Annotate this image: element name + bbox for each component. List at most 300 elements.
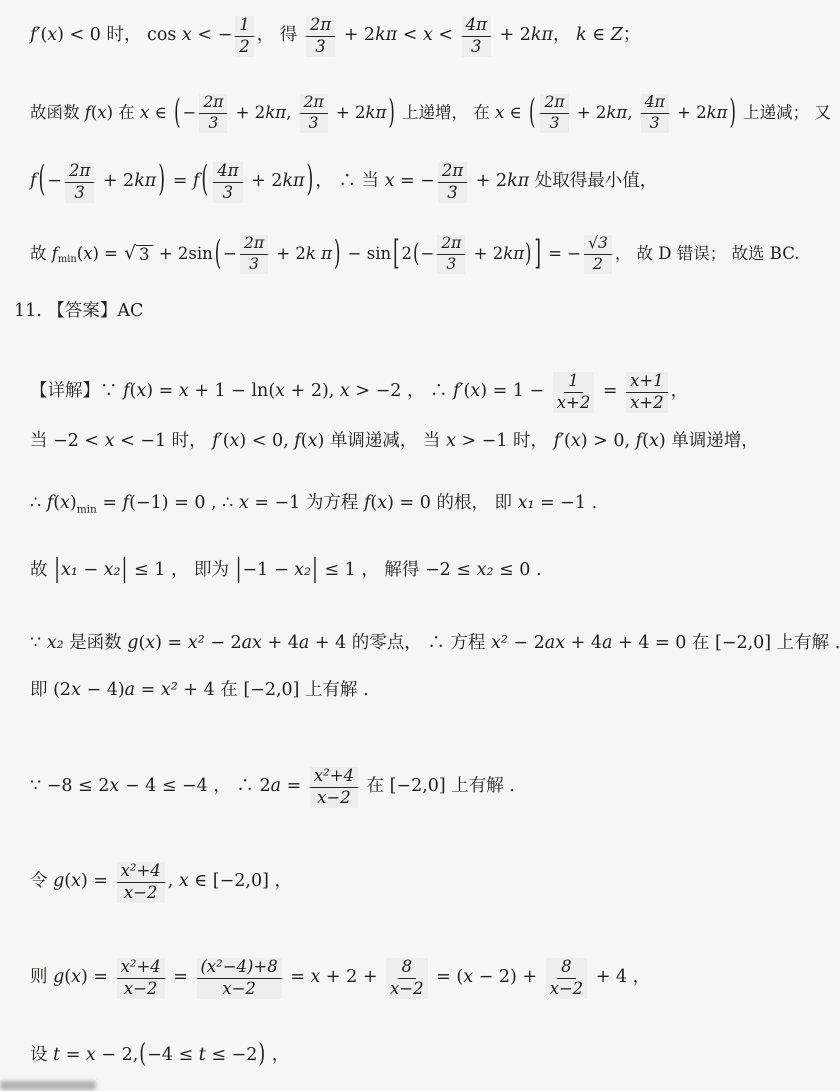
stretchy-bracket: )	[388, 92, 395, 132]
math-run: kπ	[282, 171, 305, 192]
stretchy-bracket: |	[121, 554, 128, 585]
math-run: x	[463, 967, 474, 988]
math-run: x	[47, 25, 58, 46]
stretchy-bracket: (	[201, 159, 209, 201]
fraction-numerator: (x²−4)+8	[197, 958, 282, 979]
text-run: + 4 在 [−2,0] 上有解 .	[177, 680, 369, 700]
math-run: f	[635, 431, 643, 451]
text-run: ∵ −8 ≤ 2	[30, 776, 110, 797]
fraction-denominator: 3	[447, 182, 458, 202]
text-run: = −	[394, 171, 435, 192]
math-run: f′	[212, 431, 223, 451]
text-run: −4 ≤	[147, 1045, 199, 1065]
text-run: ，	[266, 1045, 290, 1065]
fraction	[65, 162, 94, 203]
fraction-numerator: x+1	[626, 372, 668, 393]
math-run: kπ	[507, 171, 530, 192]
radicand: 3	[136, 245, 153, 264]
stretchy-bracket: (	[529, 92, 536, 132]
text-run: =	[60, 1045, 86, 1065]
math-run: t	[198, 1045, 206, 1065]
fraction	[240, 235, 268, 274]
text-run: (	[463, 381, 471, 402]
text-run: 即 (2	[30, 680, 72, 700]
math-line-12	[30, 767, 515, 808]
text-run: = (	[430, 967, 464, 988]
text-run: + 2	[671, 103, 707, 123]
text-run: − 4)	[80, 680, 125, 700]
fraction-numerator: 1	[235, 16, 253, 37]
text-run: −	[182, 103, 197, 123]
math-line-4	[30, 235, 799, 274]
text-run: ≤ −2	[205, 1045, 258, 1065]
fraction	[584, 235, 612, 274]
text-run: 在 [−2,0] 上有解 .	[360, 776, 515, 797]
stretchy-bracket: )	[306, 159, 314, 201]
fraction-denominator: 3	[308, 113, 319, 132]
text-run: ， ∴ 当	[315, 171, 385, 192]
text-run: + 2	[338, 25, 376, 46]
math-run: x	[310, 967, 321, 988]
text-run: < −1 时，	[114, 431, 213, 451]
fraction-numerator: 8	[398, 958, 416, 979]
text-run: (	[64, 871, 72, 892]
math-run: k π	[305, 244, 332, 264]
text-run: + 2	[493, 25, 531, 46]
math-run: x	[446, 431, 456, 451]
math-run: x	[83, 244, 93, 264]
text-run: 则	[30, 967, 54, 988]
fraction	[540, 94, 568, 133]
text-run: ；	[622, 25, 641, 46]
text-run: ) =	[80, 967, 114, 988]
math-run: x	[60, 493, 70, 513]
math-run: x	[71, 967, 81, 988]
text-run: − 2) +	[473, 967, 543, 988]
text-run: > −1 时，	[455, 431, 554, 451]
math-run: kπ	[503, 244, 525, 264]
fraction-denominator: 3	[446, 254, 457, 273]
text-run: ,	[286, 103, 297, 123]
text-run: + 1 − ln(	[188, 381, 276, 402]
text-run: + 2	[468, 244, 504, 264]
stretchy-bracket: )	[333, 233, 341, 273]
math-line-6	[30, 372, 688, 413]
math-run: f′	[30, 25, 41, 46]
math-run: x₁ − x₂	[60, 560, 121, 580]
math-run: ax	[544, 633, 566, 653]
text-run: + 4 = 0 在 [−2,0] 上有解 .	[612, 633, 840, 653]
math-run: x	[71, 680, 81, 700]
text-run: (	[300, 431, 308, 451]
math-run: x	[145, 633, 156, 653]
text-run: ) < 0,	[239, 431, 295, 451]
math-run: f	[30, 171, 37, 192]
fraction-denominator: 3	[471, 36, 482, 56]
stretchy-bracket: )	[729, 92, 736, 132]
text-run: (	[90, 103, 98, 123]
math-run: x	[181, 25, 192, 46]
fraction-numerator: 2π	[240, 235, 268, 255]
text-run: − sin	[342, 244, 392, 264]
fraction	[626, 372, 668, 413]
math-run: kπ	[365, 103, 387, 123]
fraction	[386, 958, 428, 999]
math-run: x	[140, 103, 150, 123]
text-run: ,	[627, 103, 638, 123]
math-run: f	[84, 103, 91, 123]
fraction-numerator: x²+4	[117, 958, 165, 979]
text-run: (	[222, 431, 230, 451]
text-run: (	[40, 25, 48, 46]
text-run: 上递减； 又	[737, 103, 831, 123]
text-run: 当 −2 <	[30, 431, 105, 451]
fraction-numerator: 2π	[540, 94, 568, 114]
text-run: = −1 .	[534, 493, 598, 513]
fraction-numerator: 2π	[300, 94, 328, 114]
stretchy-bracket: |	[311, 554, 318, 585]
fraction	[197, 958, 282, 999]
math-run: x	[339, 381, 350, 402]
math-run: x	[85, 1045, 96, 1065]
text-run: 上递增， 在	[396, 103, 495, 123]
fraction-denominator: 3	[549, 113, 560, 132]
text-run: (	[138, 633, 146, 653]
stretchy-bracket: |	[54, 554, 60, 585]
fraction-denominator: x−2	[123, 978, 158, 998]
math-run: x	[71, 871, 81, 892]
math-run: x²	[187, 633, 205, 653]
stretchy-bracket: )	[158, 159, 166, 201]
math-run: x	[422, 25, 433, 46]
text-run: ， 故 D 错误； 故选 BC.	[614, 244, 800, 264]
text-run: ∈	[586, 25, 611, 46]
text-run: ，	[670, 381, 689, 402]
fraction-denominator: 3	[649, 113, 660, 132]
math-run: k	[576, 25, 587, 46]
fraction	[306, 16, 335, 57]
text-run: + 2	[330, 103, 366, 123]
stretchy-bracket: (	[413, 238, 420, 268]
math-run: f	[46, 493, 54, 513]
text-run: 11. 【答案】AC	[14, 301, 144, 321]
math-run: x	[136, 381, 147, 402]
fraction-denominator: x−2	[390, 978, 424, 998]
math-run: x	[104, 431, 115, 451]
stretchy-bracket: )	[525, 238, 532, 268]
fraction-denominator: 3	[208, 113, 219, 132]
text-run: + 2),	[285, 381, 340, 402]
fraction-denominator: 3	[74, 182, 85, 202]
math-run: x	[109, 776, 120, 797]
math-run: g	[127, 633, 139, 653]
text-run: 处取得最小值，	[529, 171, 658, 192]
math-line-15	[30, 1039, 290, 1070]
stretchy-bracket: (	[139, 1039, 147, 1070]
fraction-denominator: x−2	[317, 787, 351, 807]
text-run: )	[69, 493, 77, 513]
text-run: > −2 ， ∴	[349, 381, 454, 402]
stretchy-bracket: ]	[534, 233, 541, 273]
fraction-numerator: 1	[564, 372, 582, 393]
fraction-numerator: √3	[584, 235, 612, 255]
math-run: a	[602, 633, 613, 653]
text-run: ) 单调递减， 当	[317, 431, 446, 451]
math-run: f′	[453, 381, 464, 402]
math-run: x	[648, 431, 659, 451]
fraction-numerator: 2π	[306, 16, 335, 37]
fraction-numerator: x²+4	[310, 767, 358, 788]
text-run: + 4	[565, 633, 603, 653]
text-run: − 2	[204, 633, 242, 653]
text-run: 2	[401, 244, 413, 264]
text-run: + 2	[470, 171, 508, 192]
text-run: 设	[30, 1045, 54, 1065]
text-run: ) > 0,	[580, 431, 636, 451]
fraction-numerator: 2π	[199, 94, 227, 114]
text-run: ) =	[80, 871, 114, 892]
math-run: x	[97, 103, 107, 123]
math-run: kπ	[375, 25, 398, 46]
text-run: ∈	[149, 103, 173, 123]
text-run: −	[47, 171, 62, 192]
answer-line-11	[14, 301, 143, 323]
text-run: (	[564, 431, 571, 451]
text-run: + 2	[97, 171, 135, 192]
math-run: g	[53, 871, 65, 892]
fraction	[553, 372, 595, 413]
text-run: ， 得	[256, 25, 303, 46]
text-run: + 4 ，	[590, 967, 651, 988]
text-run: =	[597, 381, 624, 402]
math-run: x	[384, 171, 395, 192]
text-run: ) = 1 −	[480, 381, 550, 402]
text-run: 令	[30, 871, 54, 892]
text-run: + 2 +	[320, 967, 384, 988]
text-run: −1 −	[242, 560, 295, 580]
subscript: min	[76, 503, 97, 516]
text-run: −	[420, 244, 435, 264]
text-run: <	[397, 25, 423, 46]
math-line-11	[30, 680, 369, 702]
math-line-9	[30, 554, 542, 585]
fraction-denominator: 3	[315, 36, 326, 56]
fraction-numerator: 2π	[438, 162, 467, 183]
fraction	[199, 94, 227, 133]
text-run: (	[64, 967, 72, 988]
math-run: x	[275, 381, 286, 402]
text-run: < −	[191, 25, 233, 46]
text-run: ) =	[92, 244, 124, 264]
square-root	[124, 242, 152, 264]
fraction	[117, 862, 165, 903]
math-run: x	[570, 431, 581, 451]
fraction-denominator: x−2	[549, 978, 584, 998]
math-run: x²	[490, 633, 508, 653]
text-run: =	[281, 776, 307, 797]
math-run: x₂	[476, 560, 494, 580]
text-run: 是函数	[63, 633, 128, 653]
text-run: =	[96, 493, 123, 513]
math-run: kπ	[530, 25, 553, 46]
text-run: ≤ 0 .	[493, 560, 542, 580]
text-run: + 2sin	[153, 244, 213, 264]
fraction	[117, 958, 165, 999]
math-run: kπ	[134, 171, 157, 192]
math-run: kπ	[706, 103, 728, 123]
text-run: (	[129, 381, 137, 402]
stretchy-bracket: [	[393, 233, 400, 273]
fraction-denominator: x−2	[123, 882, 158, 902]
text-run: 【详解】∵	[30, 381, 124, 402]
radical-sign: √	[124, 242, 137, 264]
fraction-numerator: 2π	[437, 235, 465, 255]
subscript: min	[57, 254, 77, 266]
text-run: ) 在	[106, 103, 141, 123]
stretchy-bracket: |	[235, 554, 242, 585]
math-run: f	[192, 171, 200, 192]
fraction-numerator: 4π	[641, 94, 669, 114]
math-run: a	[270, 776, 282, 797]
text-run: ∴	[30, 493, 47, 513]
text-run: − 4 ≤ −4 ， ∴ 2	[119, 776, 271, 797]
math-line-14	[30, 958, 650, 999]
fraction	[641, 94, 669, 133]
text-run: 故	[30, 560, 54, 580]
fraction	[310, 767, 358, 808]
text-run: =	[135, 680, 161, 700]
math-run: kπ	[265, 103, 287, 123]
math-run: ax	[241, 633, 262, 653]
fraction	[235, 16, 253, 57]
text-run: ∵	[30, 633, 47, 653]
text-run: ) =	[155, 633, 188, 653]
math-line-2	[30, 94, 831, 133]
math-run: f	[123, 381, 130, 402]
text-run: ∈	[504, 103, 528, 123]
fraction-denominator: x−2	[222, 978, 256, 998]
fraction-numerator: 8	[557, 958, 575, 979]
math-run: x	[238, 493, 249, 513]
fraction-denominator: 2	[239, 36, 250, 56]
text-run: + 2	[245, 171, 283, 192]
math-line-3	[30, 159, 658, 203]
fraction-denominator: 2	[593, 254, 603, 273]
math-run: x	[377, 493, 388, 513]
text-run: ) 单调递增，	[658, 431, 759, 451]
fraction-numerator: x²+4	[117, 862, 165, 883]
math-run: kπ	[606, 103, 628, 123]
math-run: x	[470, 381, 481, 402]
math-run: x₂	[294, 560, 311, 580]
text-run: ) = 0 的根， 即	[387, 493, 518, 513]
math-line-10	[30, 633, 840, 655]
text-run: (	[53, 493, 61, 513]
fraction	[462, 16, 491, 57]
math-run: x₁	[517, 493, 535, 513]
text-run: =	[167, 171, 193, 192]
fraction-denominator: x+2	[556, 392, 591, 412]
math-run: x	[307, 431, 318, 451]
fraction-numerator: 4π	[462, 16, 491, 37]
text-run: =	[284, 967, 311, 988]
math-run: x₂	[46, 633, 64, 653]
math-line-8	[30, 493, 597, 515]
text-run: (	[642, 431, 649, 451]
scan-artifact	[0, 1081, 96, 1090]
text-run: (	[370, 493, 378, 513]
text-run: 故函数	[30, 103, 85, 123]
text-run: ，	[552, 25, 577, 46]
fraction-denominator: 3	[249, 254, 259, 273]
math-line-13	[30, 862, 292, 903]
fraction	[300, 94, 328, 133]
stretchy-bracket: (	[38, 159, 46, 201]
text-run: + 2	[271, 244, 306, 264]
text-run: −	[223, 244, 237, 264]
fraction	[438, 162, 467, 203]
text-run: + 4	[261, 633, 299, 653]
math-run: x	[229, 431, 240, 451]
fraction	[437, 235, 465, 274]
math-run: Z	[610, 25, 623, 46]
stretchy-bracket: (	[174, 92, 181, 132]
math-line-7	[30, 431, 759, 453]
text-run: ≤ 1 ， 解得 −2 ≤	[318, 560, 477, 580]
text-run: − 2	[507, 633, 545, 653]
fraction-numerator: 4π	[213, 162, 242, 183]
text-run: (−1) = 0 , ∴	[129, 493, 239, 513]
math-run: x	[178, 871, 189, 892]
fraction-denominator: 3	[222, 182, 234, 202]
math-run: g	[53, 967, 65, 988]
stretchy-bracket: )	[258, 1039, 266, 1070]
math-run: f	[122, 493, 130, 513]
math-run: x	[495, 103, 505, 123]
text-run: 故	[30, 244, 52, 264]
text-run: + 4 的零点， ∴ 方程	[309, 633, 491, 653]
math-line-1	[30, 16, 640, 57]
text-run: (	[76, 244, 84, 264]
text-run: ) < 0 时， cos	[57, 25, 182, 46]
text-run: = −	[542, 244, 582, 264]
text-run: ) =	[146, 381, 179, 402]
math-run: t	[53, 1045, 61, 1065]
math-run: f	[363, 493, 371, 513]
fraction-denominator: x+2	[630, 392, 664, 412]
math-run: a	[298, 633, 310, 653]
text-run: = −1 为方程	[248, 493, 364, 513]
stretchy-bracket: (	[214, 233, 222, 273]
text-run: ≤ 1 ， 即为	[128, 560, 235, 580]
text-run: + 2	[571, 103, 607, 123]
math-run: f	[51, 244, 58, 264]
text-run: − 2,	[95, 1045, 139, 1065]
fraction	[546, 958, 588, 999]
text-run: ∈ [−2,0] ，	[188, 871, 293, 892]
math-run: x	[178, 381, 189, 402]
math-run: f′	[553, 431, 565, 451]
fraction	[213, 162, 242, 203]
math-run: a	[124, 680, 136, 700]
text-run: =	[167, 967, 194, 988]
math-run: x²	[160, 680, 178, 700]
text-run: <	[432, 25, 459, 46]
math-run: f	[294, 431, 301, 451]
text-run: ,	[167, 871, 179, 892]
fraction-numerator: 2π	[65, 162, 94, 183]
text-run: + 2	[230, 103, 266, 123]
